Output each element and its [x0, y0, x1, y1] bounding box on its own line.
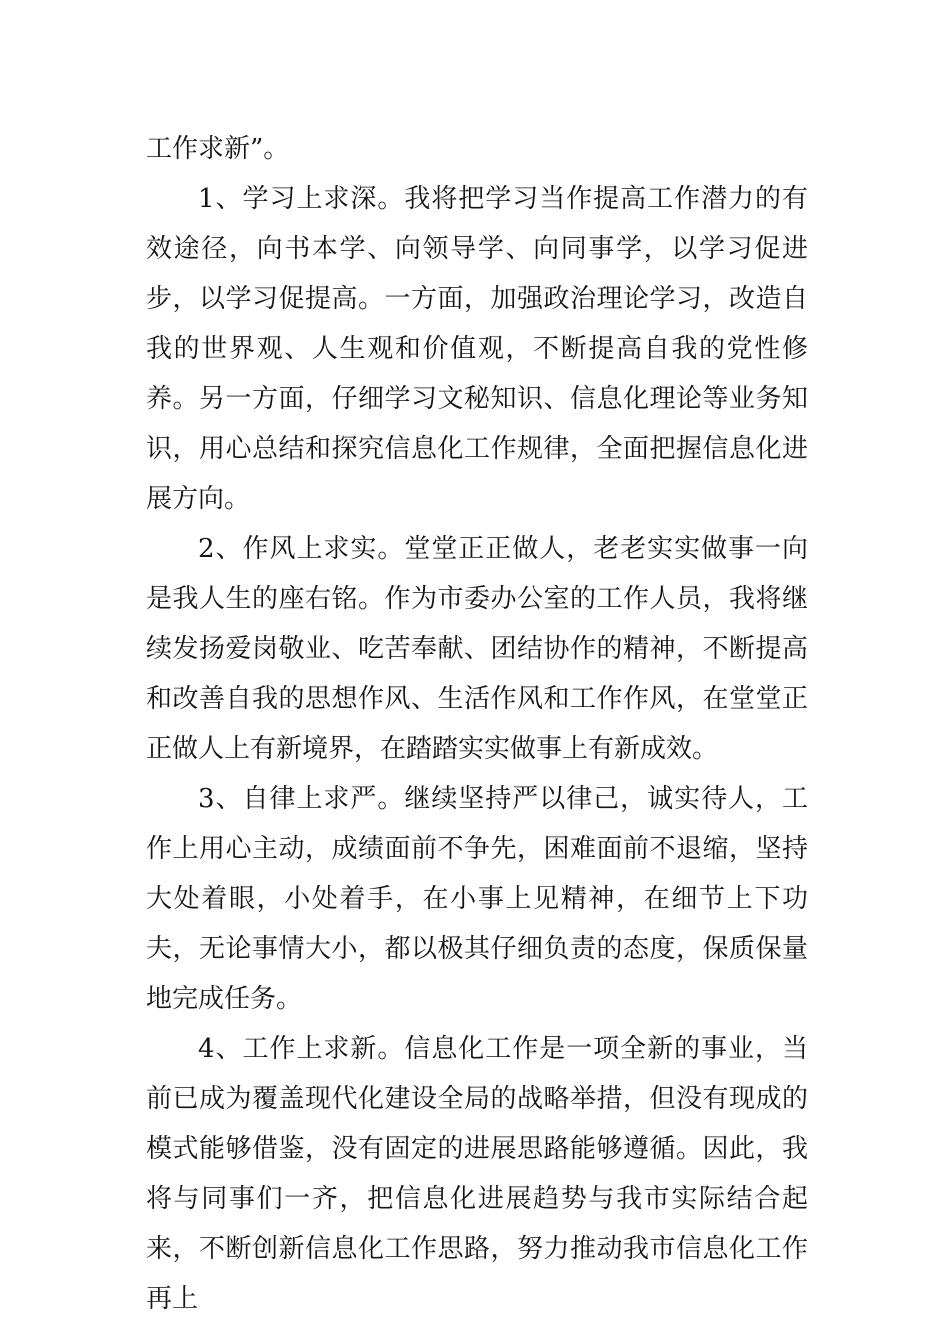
paragraph-discipline: 3、自律上求严。继续坚持严以律己，诚实待人，工作上用心主动，成绩面前不争先，困难面前不退缩，坚持大处着眼，小处着手，在小事上见精神，在细节上下功夫，无论事情大小，都以极其仔细负责的态度，保质保量地完成任务。 [146, 784, 808, 1014]
paragraph-continuation: 工作求新”。 [146, 134, 290, 164]
paragraph-innovation: 4、工作上求新。信息化工作是一项全新的事业，当前已成为覆盖现代化建设全局的战略举措，但没有现成的模式能够借鉴，没有固定的进展思路能够遵循。因此，我将与同事们一齐，把信息化进展趋势与我市实际结合起来，不断创新信息化工作思路，努力推动我市信息化工作再上 [146, 1034, 808, 1314]
body-text [146, 124, 808, 1324]
paragraph-style: 2、作风上求实。堂堂正正做人，老老实实做事一向是我人生的座右铭。作为市委办公室的工作人员，我将继续发扬爱岗敬业、吃苦奉献、团结协作的精神，不断提高和改善自我的思想作风、生活作风和工作作风，在堂堂正正做人上有新境界，在踏踏实实做事上有新成效。 [146, 534, 808, 764]
paragraph-study: 1、学习上求深。我将把学习当作提高工作潜力的有效途径，向书本学、向领导学、向同事学，以学习促进步，以学习促提高。一方面，加强政治理论学习，改造自我的世界观、人生观和价值观，不断提高自我的党性修养。另一方面，仔细学习文秘知识、信息化理论等业务知识，用心总结和探究信息化工作规律，全面把握信息化进展方向。 [146, 184, 808, 514]
